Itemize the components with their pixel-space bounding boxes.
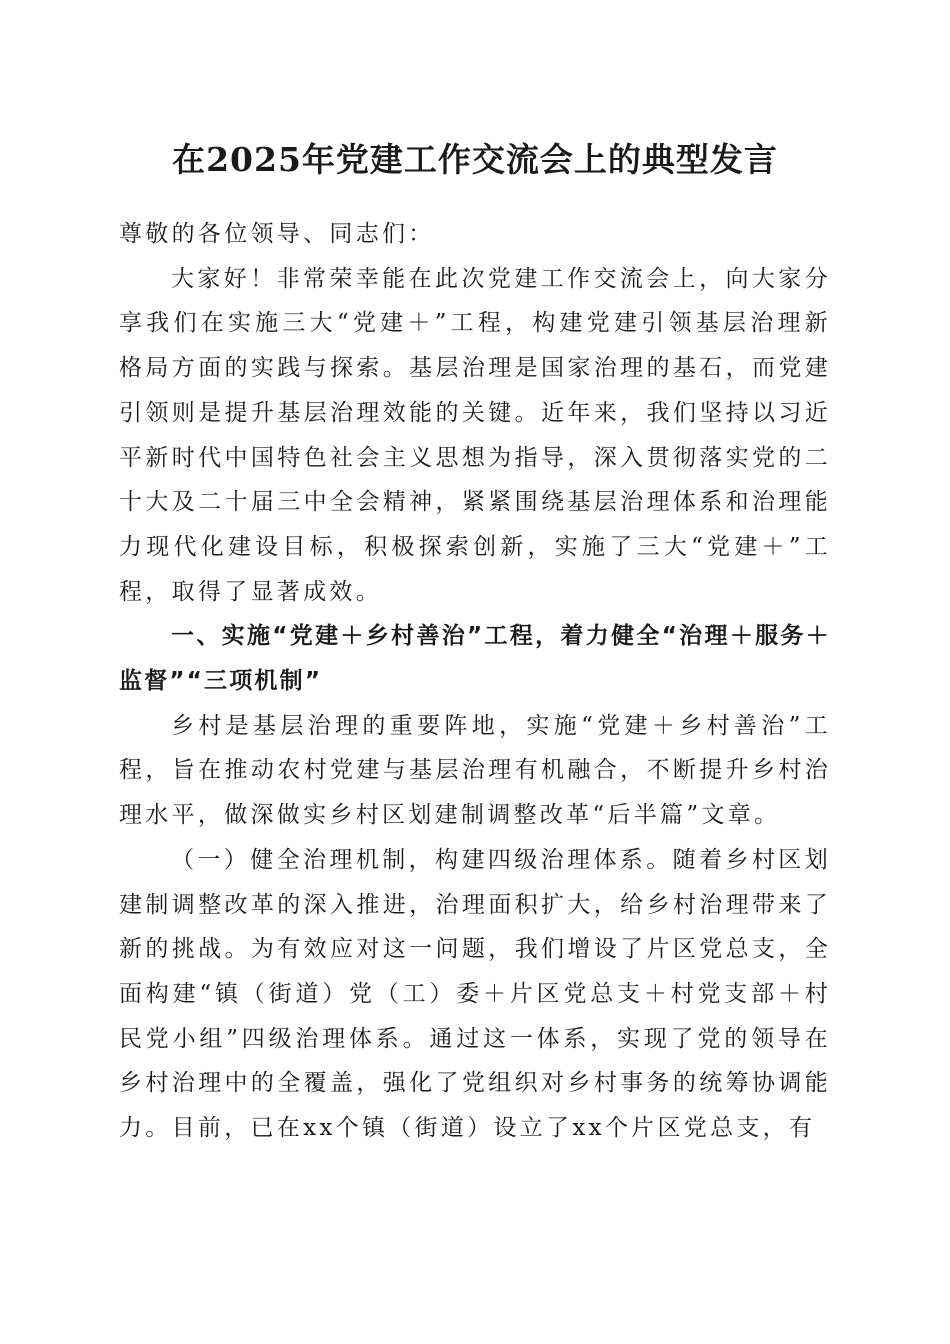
subsection-1-paragraph: （一）健全治理机制，构建四级治理体系。随着乡村区划建制调整改革的深入推进，治理面积扩大，给乡村治理带来了新的挑战。为有效应对这一问题，我们增设了片区党总支，全面构建“镇（街道）党（工）委＋片区党总支＋村党支部＋村民党小组”四级治理体系。通过这一体系，实现了党的领导在乡村治理中的全覆盖，强化了党组织对乡村事务的统筹协调能力。目前，已在xx个镇（街道）设立了xx个片区党总支，有 xyxy=(119,846,831,1142)
salutation: 尊敬的各位领导、同志们： xyxy=(119,221,435,247)
document-title: 在2025年党建工作交流会上的典型发言 xyxy=(172,140,778,179)
section-heading-1: 一、实施“党建＋乡村善治”工程，着力健全“治理＋服务＋监督”“三项机制” xyxy=(119,623,831,695)
section-1-intro-paragraph: 乡村是基层治理的重要阵地，实施“党建＋乡村善治”工程，旨在推动农村党建与基层治理有机融合，不断提升乡村治理水平，做深做实乡村区划建制调整改革“后半篇”文章。 xyxy=(119,712,831,829)
intro-paragraph: 大家好！非常荣幸能在此次党建工作交流会上，向大家分享我们在实施三大“党建＋”工程，构建党建引领基层治理新格局方面的实践与探索。基层治理是国家治理的基石，而党建引领则是提升基层治理效能的关键。近年来，我们坚持以习近平新时代中国特色社会主义思想为指导，深入贯彻落实党的二十大及二十届三中全会精神，紧紧围绕基层治理体系和治理能力现代化建设目标，积极探索创新，实施了三大“党建＋”工程，取得了显著成效。 xyxy=(119,265,831,605)
document-body xyxy=(119,212,831,1151)
